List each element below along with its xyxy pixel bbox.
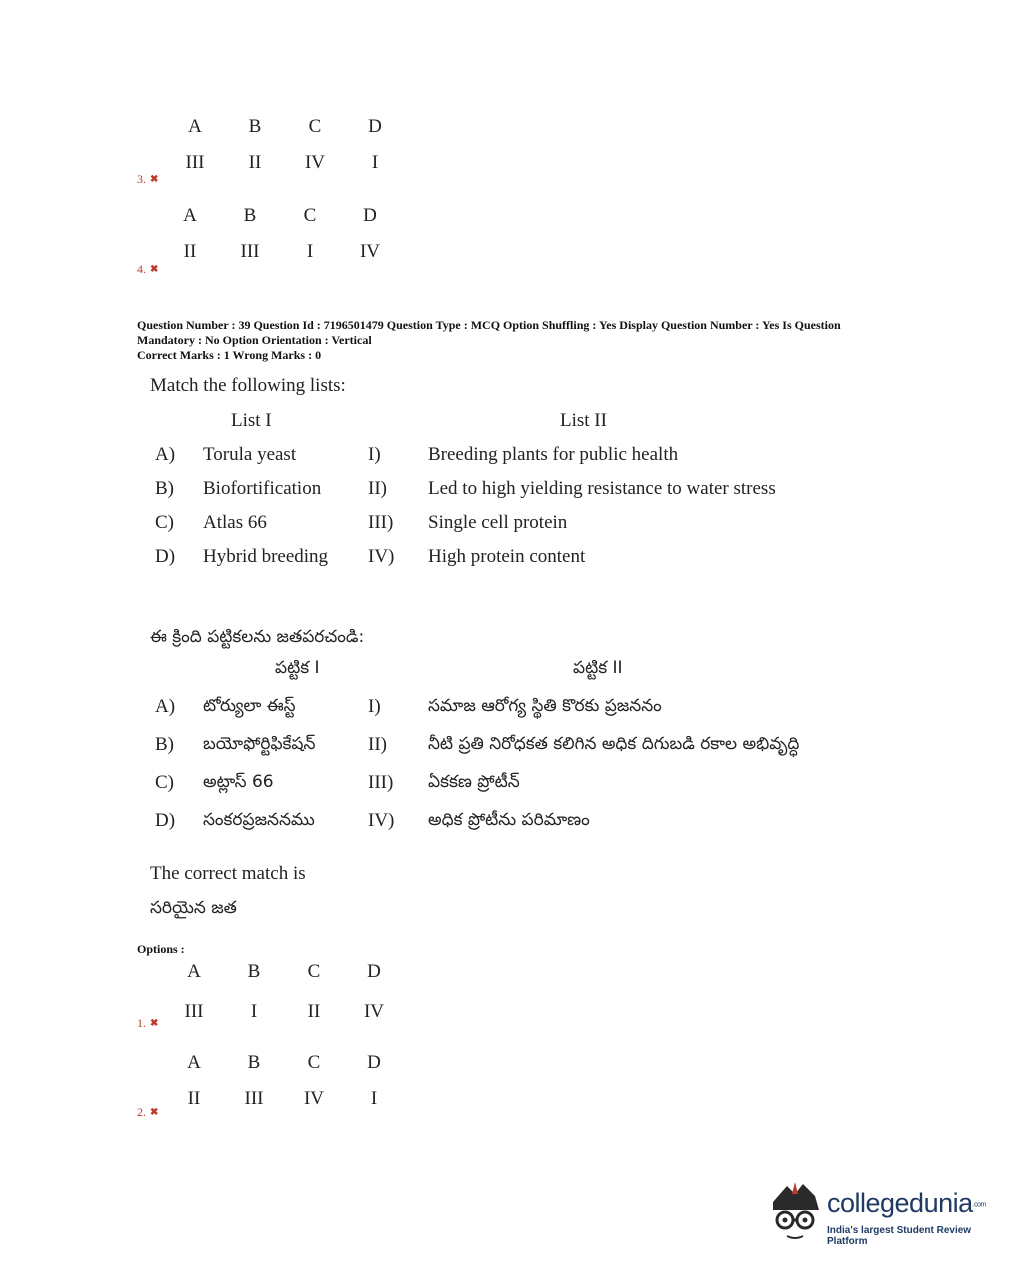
list1-item: Hybrid breeding bbox=[203, 546, 329, 567]
option-4-value-d: IV bbox=[359, 241, 381, 262]
row-label: D) bbox=[155, 810, 176, 831]
list2-item: ఏకకణ ప్రోటీన్ bbox=[428, 772, 520, 792]
option-4-value-c: I bbox=[306, 241, 314, 262]
option-3-value-d: I bbox=[371, 152, 379, 173]
wrong-mark-icon: ✖ bbox=[150, 1018, 159, 1029]
match-table-en bbox=[155, 410, 848, 568]
question-meta-line2: Mandatory : No Option Orientation : Vertical bbox=[137, 333, 372, 347]
option-1-number[interactable] bbox=[137, 1016, 158, 1031]
option-1-header-d: D bbox=[367, 961, 381, 982]
match-table-te bbox=[155, 658, 848, 834]
option-2-header-b: B bbox=[247, 1052, 261, 1073]
list2-heading-te: పట్టిక II bbox=[573, 658, 623, 678]
option-3-header-c: C bbox=[308, 116, 322, 137]
option-2-value-d: I bbox=[370, 1088, 378, 1109]
option-2-number-text: 2. bbox=[137, 1105, 146, 1119]
row-label: II) bbox=[368, 478, 387, 499]
option-1-value-d: IV bbox=[363, 1001, 385, 1022]
option-2-header-c: C bbox=[307, 1052, 321, 1073]
option-4-number-text: 4. bbox=[137, 262, 146, 276]
question-meta bbox=[137, 318, 927, 363]
row-label: III) bbox=[368, 512, 394, 533]
correct-match-te: సరియైన జత bbox=[150, 898, 237, 918]
option-3-header-a: A bbox=[188, 116, 202, 137]
question-meta-line1: Question Number : 39 Question Id : 7196501479 Question Type : MCQ Option Shuffling : Yes Display Question Number : Yes Is Question bbox=[137, 318, 841, 332]
option-1-value-c: II bbox=[307, 1001, 321, 1022]
logo-name: collegedunia bbox=[827, 1188, 973, 1218]
option-3-header-b: B bbox=[248, 116, 262, 137]
option-2-value-c: IV bbox=[303, 1088, 325, 1109]
options-label: Options : bbox=[137, 942, 185, 956]
option-4-table bbox=[160, 205, 400, 263]
row-label: IV) bbox=[368, 546, 395, 567]
option-2-number[interactable] bbox=[137, 1105, 158, 1120]
logo-wordmark bbox=[827, 1188, 986, 1219]
wrong-mark-icon: ✖ bbox=[150, 174, 159, 185]
list2-item: అధిక ప్రోటీను పరిమాణం bbox=[428, 810, 590, 830]
option-4-value-a: II bbox=[183, 241, 197, 262]
list1-item: బయోఫోర్టిఫికేషన్ bbox=[203, 734, 316, 754]
option-1-number-text: 1. bbox=[137, 1016, 146, 1030]
list1-item: Biofortification bbox=[203, 478, 322, 499]
list1-item: అట్లాస్ 66 bbox=[203, 772, 274, 792]
option-2-table bbox=[164, 1052, 404, 1110]
option-4-header-b: B bbox=[243, 205, 257, 226]
list1-heading-en: List I bbox=[231, 410, 272, 431]
collegedunia-logo bbox=[765, 1180, 995, 1245]
option-2-header-a: A bbox=[187, 1052, 201, 1073]
correct-match-en: The correct match is bbox=[150, 863, 306, 884]
option-3-value-b: II bbox=[248, 152, 262, 173]
option-3-value-c: IV bbox=[304, 152, 326, 173]
row-label: C) bbox=[155, 512, 174, 533]
option-1-table bbox=[164, 961, 404, 1023]
option-2-value-a: II bbox=[187, 1088, 201, 1109]
row-label: A) bbox=[155, 696, 176, 717]
list2-item: Breeding plants for public health bbox=[428, 444, 679, 465]
wrong-mark-icon: ✖ bbox=[150, 1107, 159, 1118]
option-1-header-b: B bbox=[247, 961, 261, 982]
list1-item: Torula yeast bbox=[203, 444, 297, 465]
row-label: II) bbox=[368, 734, 387, 755]
row-label: B) bbox=[155, 734, 174, 755]
question-prompt-en: Match the following lists: bbox=[150, 375, 346, 396]
option-1-value-a: III bbox=[184, 1001, 204, 1022]
mascot-icon bbox=[765, 1180, 825, 1245]
option-3-header-d: D bbox=[368, 116, 382, 137]
list2-item: నీటి ప్రతి నిరోధకత కలిగిన అధిక దిగుబడి రకాల అభివృద్ధి bbox=[428, 734, 800, 754]
logo-suffix: .com bbox=[972, 1201, 986, 1209]
list2-item: సమాజ ఆరోగ్య స్థితి కొరకు ప్రజననం bbox=[428, 696, 662, 716]
list1-item: Atlas 66 bbox=[203, 512, 267, 533]
list2-item: Led to high yielding resistance to water stress bbox=[428, 478, 776, 499]
list1-heading-te: పట్టిక I bbox=[275, 658, 320, 678]
logo-tagline: India's largest Student Review Platform bbox=[827, 1225, 972, 1247]
option-4-header-c: C bbox=[303, 205, 317, 226]
list2-item: Single cell protein bbox=[428, 512, 568, 533]
option-3-number[interactable] bbox=[137, 172, 158, 187]
row-label: B) bbox=[155, 478, 174, 499]
list2-item: High protein content bbox=[428, 546, 586, 567]
question-prompt-te: ఈ క్రింది పట్టికలను జతపరచండి: bbox=[150, 627, 365, 647]
list2-heading-en: List II bbox=[560, 410, 607, 431]
option-3-value-a: III bbox=[185, 152, 205, 173]
row-label: D) bbox=[155, 546, 176, 567]
option-1-header-c: C bbox=[307, 961, 321, 982]
option-4-header-d: D bbox=[363, 205, 377, 226]
row-label: C) bbox=[155, 772, 174, 793]
list1-item: టోర్యులా ఈస్ట్ bbox=[203, 696, 296, 716]
option-2-header-d: D bbox=[367, 1052, 381, 1073]
wrong-mark-icon: ✖ bbox=[150, 264, 159, 275]
option-3-table bbox=[165, 116, 405, 174]
option-1-header-a: A bbox=[187, 961, 201, 982]
row-label: III) bbox=[368, 772, 394, 793]
row-label: A) bbox=[155, 444, 176, 465]
option-4-value-b: III bbox=[240, 241, 260, 262]
list1-item: సంకరప్రజననము bbox=[203, 810, 315, 830]
question-meta-line3: Correct Marks : 1 Wrong Marks : 0 bbox=[137, 348, 322, 362]
option-4-number[interactable] bbox=[137, 262, 158, 277]
option-2-value-b: III bbox=[244, 1088, 264, 1109]
option-1-value-b: I bbox=[250, 1001, 258, 1022]
row-label: IV) bbox=[368, 810, 395, 831]
option-3-number-text: 3. bbox=[137, 172, 146, 186]
row-label: I) bbox=[368, 696, 381, 717]
row-label: I) bbox=[368, 444, 381, 465]
option-4-header-a: A bbox=[183, 205, 197, 226]
